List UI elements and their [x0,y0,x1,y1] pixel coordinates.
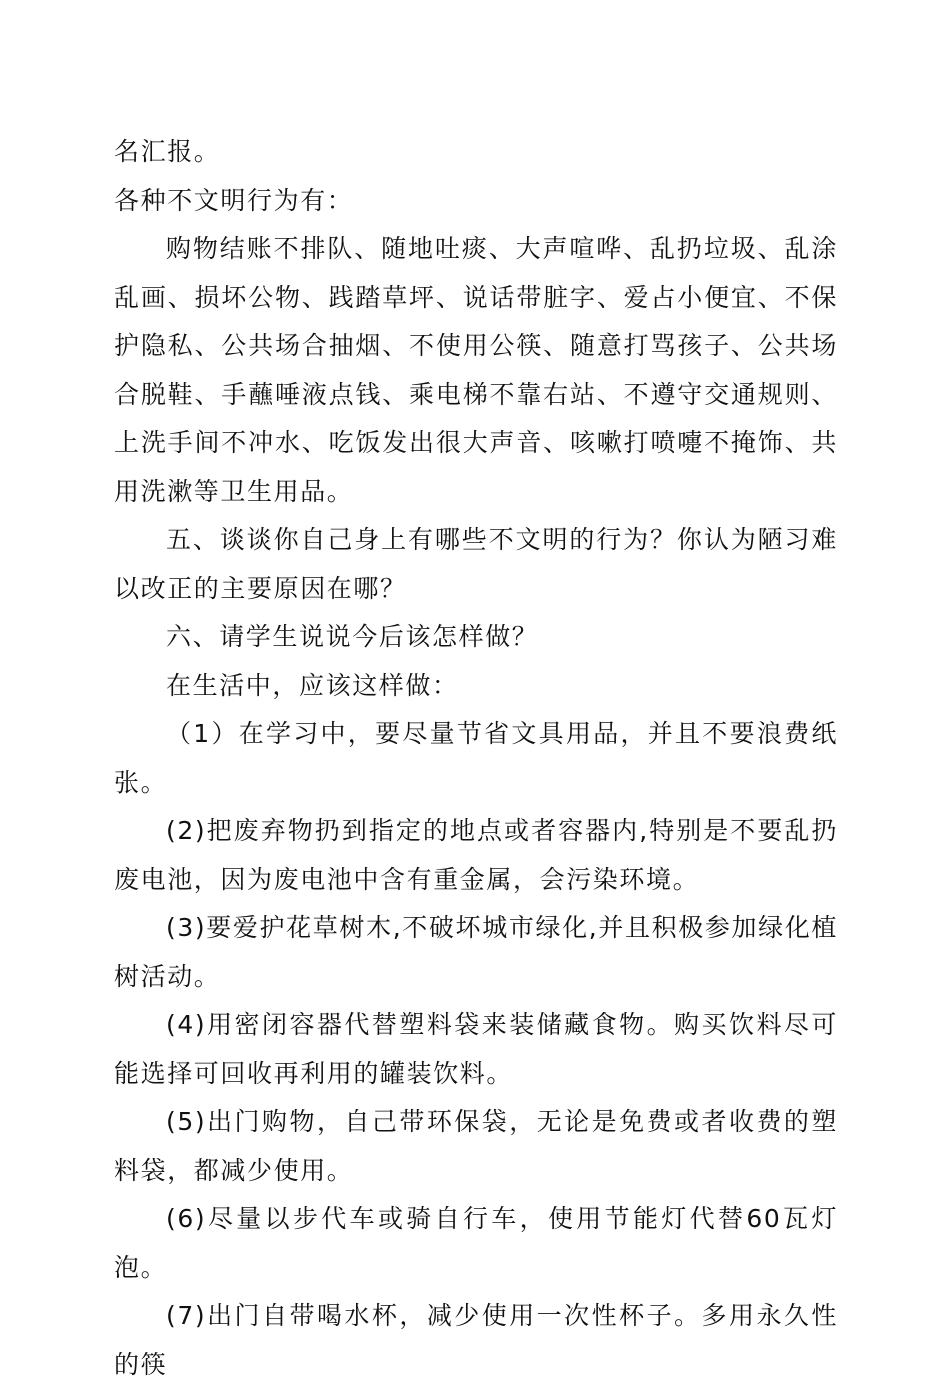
document-body [114,128,838,1389]
paragraph: 购物结账不排队、随地吐痰、大声喧哗、乱扔垃圾、乱涂乱画、损坏公物、践踏草坪、说话带脏字、爱占小便宜、不保护隐私、公共场合抽烟、不使用公筷、随意打骂孩子、公共场合脱鞋、手蘸唾液点钱、乘电梯不靠右站、不遵守交通规则、上洗手间不冲水、吃饭发出很大声音、咳嗽打喷嚏不掩饰、共用洗漱等卫生用品。 [114,234,838,506]
list-item: （1）在学习中，要尽量节省文具用品，并且不要浪费纸张。 [114,719,838,797]
list-item: (3)要爱护花草树木,不破坏城市绿化,并且积极参加绿化植树活动。 [114,913,838,991]
paragraph: 名汇报。 [114,137,221,166]
list-item: (6)尽量以步代车或骑自行车，使用节能灯代替60瓦灯泡。 [114,1204,838,1282]
question-five: 五、谈谈你自己身上有哪些不文明的行为？你认为陋习难以改正的主要原因在哪？ [114,525,838,603]
paragraph: 各种不文明行为有： [114,185,354,215]
list-item: (4)用密闭容器代替塑料袋来装储藏食物。购买饮料尽可能选择可回收再利用的罐装饮料。 [114,1010,838,1088]
question-six: 六、请学生说说今后该怎样做？ [166,622,539,651]
list-item: (2)把废弃物扔到指定的地点或者容器内,特别是不要乱扔废电池，因为废电池中含有重金属，会污染环境。 [114,816,838,894]
list-item: (5)出门购物，自己带环保袋，无论是免费或者收费的塑料袋，都减少使用。 [114,1107,838,1185]
paragraph: 在生活中，应该这样做： [166,670,459,700]
list-item: (7)出门自带喝水杯，减少使用一次性杯子。多用永久性的筷 [114,1301,838,1379]
